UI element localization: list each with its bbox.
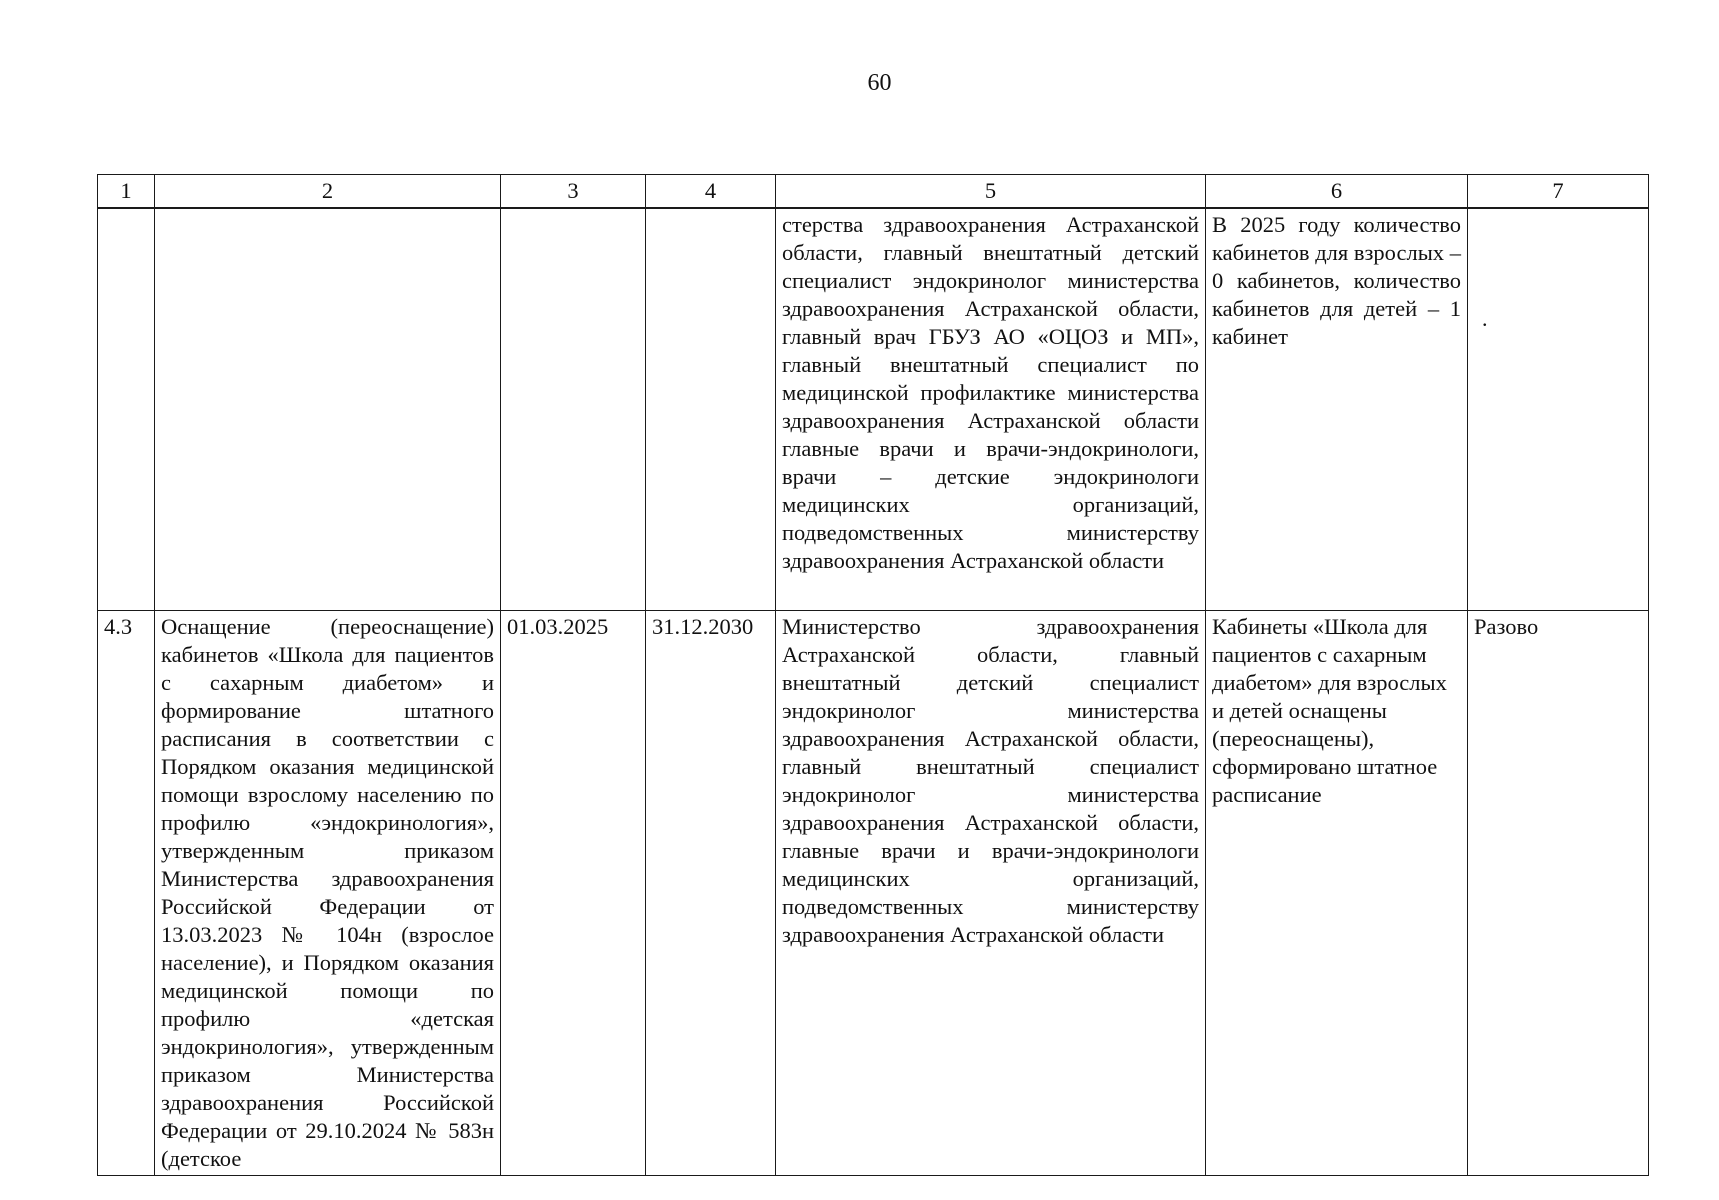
column-header-5: 5 <box>776 175 1206 209</box>
cell-end-date <box>646 208 776 611</box>
cell-end-date: 31.12.2030 <box>646 611 776 1176</box>
column-header-4: 4 <box>646 175 776 209</box>
cell-result: Кабинеты «Школа для пациентов с сахарным диабетом» для взрослых и детей оснащены (переоснащены), сформировано штатное расписание <box>1206 611 1468 1176</box>
cell-periodicity: Разово <box>1468 611 1649 1176</box>
periodicity-mark: . <box>1482 306 1488 331</box>
table-row <box>98 208 1649 611</box>
cell-result: В 2025 году количество кабинетов для взрослых – 0 кабинетов, количество кабинетов для детей – 1 кабинет <box>1206 208 1468 611</box>
cell-start-date <box>501 208 646 611</box>
cell-activity <box>155 208 501 611</box>
cell-periodicity <box>1468 208 1649 611</box>
cell-responsible: стерства здравоохранения Астраханской области, главный внештатный детский специалист эндокринолог министерства здравоохранения Астраханской области, главный врач ГБУЗ АО «ОЦОЗ и МП», главный внештатный специалист по медицинской профилактике министерства здравоохранения Астраханской области главные врачи и врачи-эндокринологи, врачи – детские эндокринологи медицинских организаций, подведомственных министерству здравоохранения Астраханской области <box>776 208 1206 611</box>
column-header-6: 6 <box>1206 175 1468 209</box>
column-header-3: 3 <box>501 175 646 209</box>
column-header-2: 2 <box>155 175 501 209</box>
cell-number: 4.3 <box>98 611 155 1176</box>
column-header-7: 7 <box>1468 175 1649 209</box>
header-row <box>98 175 1649 209</box>
page-number: 60 <box>867 70 892 96</box>
cell-start-date: 01.03.2025 <box>501 611 646 1176</box>
table-row <box>98 611 1649 1176</box>
cell-number <box>98 208 155 611</box>
column-header-1: 1 <box>98 175 155 209</box>
cell-responsible: Министерство здравоохранения Астраханской области, главный внештатный детский специалист эндокринолог министерства здравоохранения Астраханской области, главный внештатный специалист эндокринолог министерства здравоохранения Астраханской области, главные врачи и врачи-эндокринологи медицинских организаций, подведомственных министерству здравоохранения Астраханской области <box>776 611 1206 1176</box>
cell-activity: Оснащение (переоснащение) кабинетов «Школа для пациентов с сахарным диабетом» и формирование штатного расписания в соответствии с Порядком оказания медицинской помощи взрослому населению по профилю «эндокринология», утвержденным приказом Министерства здравоохранения Российской Федерации от 13.03.2023 № 104н (взрослое население), и Порядком оказания медицинской помощи по профилю «детская эндокринология», утвержденным приказом Министерства здравоохранения Российской Федерации от 29.10.2024 № 583н (детское <box>155 611 501 1176</box>
plan-table <box>97 174 1649 1176</box>
